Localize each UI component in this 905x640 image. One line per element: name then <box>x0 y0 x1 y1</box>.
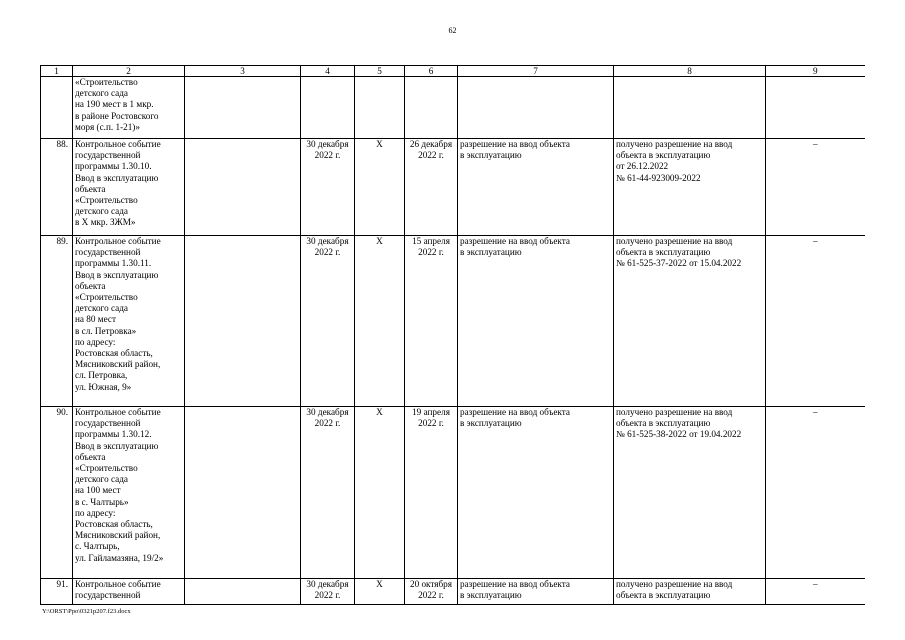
column-number-header: 9 <box>766 66 865 77</box>
column-number-header: 1 <box>41 66 73 77</box>
table-row <box>41 407 865 579</box>
row-cell-3 <box>185 236 301 407</box>
table-header-row <box>41 66 865 77</box>
row-result: разрешение на ввод объекта в эксплуатацию <box>458 579 614 605</box>
row-description: «Строительство детского сада на 190 мест в 1 мкр. в районе Ростовского моря (с.п. 1-21)» <box>73 77 185 139</box>
column-number-header: 2 <box>73 66 185 77</box>
row-actual-date: 15 апреля 2022 г. <box>405 236 458 407</box>
row-description: Контрольное событие государственной программы 1.30.10. Ввод в эксплуатацию объекта «Строительство детского сада в X мкр. ЗЖМ» <box>73 139 185 236</box>
row-planned-date <box>301 77 355 139</box>
row-description: Контрольное событие государственной программы 1.30.11. Ввод в эксплуатацию объекта «Строительство детского сада на 80 мест в сл. Петровка» по адресу: Ростовская область, Мясниковский район, сл. Петровка, ул. Южная, 9» <box>73 236 185 407</box>
row-actual-date: 19 апреля 2022 г. <box>405 407 458 579</box>
column-number-header: 6 <box>405 66 458 77</box>
row-cell-9: – <box>766 139 865 236</box>
row-planned-date: 30 декабря 2022 г. <box>301 236 355 407</box>
column-number-header: 8 <box>614 66 766 77</box>
row-planned-date: 30 декабря 2022 г. <box>301 579 355 605</box>
table-row <box>41 579 865 605</box>
row-result: разрешение на ввод объекта в эксплуатацию <box>458 139 614 236</box>
row-cell-5 <box>355 77 405 139</box>
row-cell-5: Х <box>355 236 405 407</box>
column-number-header: 3 <box>185 66 301 77</box>
row-status: получено разрешение на ввод объекта в эксплуатацию <box>614 579 766 605</box>
column-number-header: 7 <box>458 66 614 77</box>
row-cell-9: – <box>766 407 865 579</box>
row-status: получено разрешение на ввод объекта в эксплуатацию № 61-525-37-2022 от 15.04.2022 <box>614 236 766 407</box>
row-number <box>41 77 73 139</box>
row-planned-date: 30 декабря 2022 г. <box>301 139 355 236</box>
row-cell-3 <box>185 407 301 579</box>
column-number-header: 4 <box>301 66 355 77</box>
row-cell-3 <box>185 579 301 605</box>
row-cell-9 <box>766 77 865 139</box>
row-cell-5: Х <box>355 407 405 579</box>
row-result: разрешение на ввод объекта в эксплуатацию <box>458 407 614 579</box>
row-actual-date: 26 декабря 2022 г. <box>405 139 458 236</box>
row-cell-5: Х <box>355 579 405 605</box>
row-status: получено разрешение на ввод объекта в эксплуатацию № 61-525-38-2022 от 19.04.2022 <box>614 407 766 579</box>
row-actual-date <box>405 77 458 139</box>
row-cell-3 <box>185 77 301 139</box>
table-row <box>41 139 865 236</box>
column-number-header: 5 <box>355 66 405 77</box>
row-cell-5: Х <box>355 139 405 236</box>
row-result: разрешение на ввод объекта в эксплуатацию <box>458 236 614 407</box>
row-planned-date: 30 декабря 2022 г. <box>301 407 355 579</box>
row-cell-9: – <box>766 236 865 407</box>
row-cell-9: – <box>766 579 865 605</box>
row-actual-date: 20 октября 2022 г. <box>405 579 458 605</box>
row-result <box>458 77 614 139</box>
row-description: Контрольное событие государственной <box>73 579 185 605</box>
row-number: 88. <box>41 139 73 236</box>
row-description: Контрольное событие государственной программы 1.30.12. Ввод в эксплуатацию объекта «Строительство детского сада на 100 мест в с. Чалтырь» по адресу: Ростовская область, Мясниковский район, с. Чалтырь, ул. Гайламазяна, 19/2» <box>73 407 185 579</box>
table-row <box>41 77 865 139</box>
row-cell-3 <box>185 139 301 236</box>
table-row <box>41 236 865 407</box>
row-number: 90. <box>41 407 73 579</box>
row-number: 89. <box>41 236 73 407</box>
row-status <box>614 77 766 139</box>
row-number: 91. <box>41 579 73 605</box>
page-number: 62 <box>448 26 457 35</box>
report-table <box>40 65 865 605</box>
row-status: получено разрешение на ввод объекта в эксплуатацию от 26.12.2022 № 61-44-923009-2022 <box>614 139 766 236</box>
document-file-path: Y:\ORST\Ppo\0321p207.f23.docx <box>42 608 131 615</box>
